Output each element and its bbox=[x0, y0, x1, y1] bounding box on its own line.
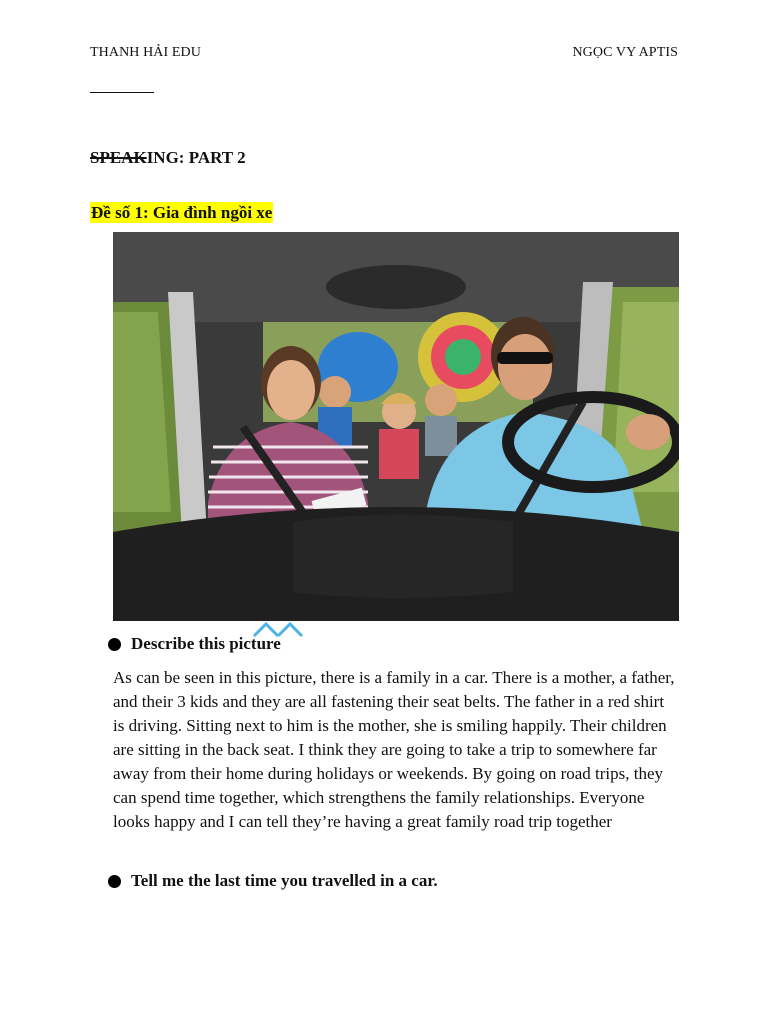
header-left-text: THANH HẢI EDU bbox=[90, 45, 201, 60]
answer-paragraph: As can be seen in this picture, there is a family in a car. There is a mother, a father, and their 3 kids and they are all fastening their seat belts. The father in a red shirt is driving. Sitting next to him is the mother, she is smiling happily. Their children are sitting in the back seat. I think they are going to take a trip to somewhere far away from their home during holidays or weekends. By going on road trips, they can spend time together, which strengthens the family relationships. Everyone looks happy and I can tell they’re having a great family road trip together bbox=[113, 668, 675, 831]
header-right-text: NGỌC VY APTIS bbox=[572, 45, 678, 60]
family-car-photo[interactable] bbox=[113, 232, 679, 621]
question-item-1 bbox=[108, 634, 281, 654]
exam-title: Đề số 1: Gia đình ngồi xe bbox=[91, 203, 273, 222]
bullet-icon bbox=[108, 638, 121, 651]
question-item-2 bbox=[108, 871, 438, 891]
section-title bbox=[90, 148, 246, 168]
header-divider bbox=[90, 92, 154, 93]
section-title-struck: SPEAK bbox=[90, 148, 147, 167]
bullet-icon bbox=[108, 875, 121, 888]
question-label-1: Describe this picture bbox=[131, 634, 281, 653]
section-title-rest: ING: PART 2 bbox=[146, 148, 246, 167]
question-label-2: Tell me the last time you travelled in a car. bbox=[131, 871, 438, 890]
family-car-illustration bbox=[113, 232, 679, 621]
